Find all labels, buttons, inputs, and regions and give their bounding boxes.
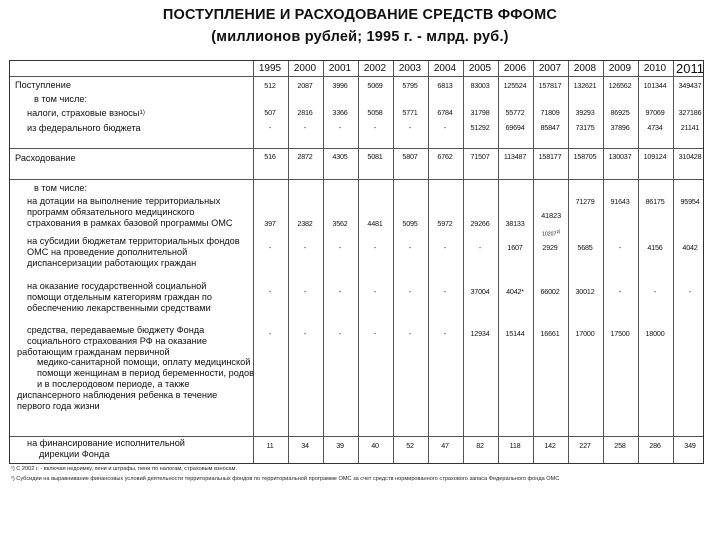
value-social-2005: 37004 (470, 287, 490, 296)
value-taxes-2007: 71809 (540, 108, 560, 117)
value-dispensary-2009: - (618, 243, 622, 252)
value-social-2000: - (303, 287, 307, 296)
value-taxes-2001: 3366 (332, 108, 348, 117)
value-subsidies-2008: 71279 (575, 197, 595, 206)
value-expense-2005: 71507 (470, 152, 490, 161)
value-income-2009: 126562 (608, 81, 632, 90)
value-income-2010: 101344 (643, 81, 667, 90)
year-header-cell: 2005 (468, 63, 492, 74)
value-dispensary-2011: 4042 (682, 243, 698, 252)
value-directorate-2003: 52 (406, 441, 414, 450)
row-label-directorate: на финансирование исполнительной дирекции Фонда (27, 438, 185, 459)
value-taxes-2009: 86925 (610, 108, 630, 117)
value-social-2007: 66002 (540, 287, 560, 296)
value-expense-2000: 2872 (297, 152, 313, 161)
value-income-2003: 5795 (402, 81, 418, 90)
value-dispensary-2003: - (408, 243, 412, 252)
footnote-1: ¹) С 2002 г. - включая недоимку, пени и штрафы, пени по налогам, страховым взносам. (11, 466, 238, 472)
value-federal-2003: - (408, 123, 412, 132)
value-federal-1995: - (268, 123, 272, 132)
value-subsidies-2003: 5095 (402, 219, 418, 228)
year-header-cell: 2008 (573, 63, 597, 74)
year-header-cell: 2000 (293, 63, 317, 74)
value-federal-2004: - (443, 123, 447, 132)
subsidies-2007-value: 41823 (541, 211, 561, 220)
column-divider (288, 61, 289, 463)
value-taxes-2005: 31798 (470, 108, 490, 117)
column-divider (533, 61, 534, 463)
value-expense-1995: 516 (264, 152, 276, 161)
value-directorate-2008: 227 (579, 441, 591, 450)
row-divider (10, 76, 703, 77)
value-taxes-2003: 5771 (402, 108, 418, 117)
value-dispensary-2002: - (373, 243, 377, 252)
row-label-social: на оказание государственной социальной помощи отдельным категориям граждан по обеспечению лекарственными средствами (27, 281, 213, 313)
value-federal-2006: 69694 (505, 123, 525, 132)
value-directorate-2010: 286 (649, 441, 661, 450)
column-divider (463, 61, 464, 463)
value-income-2001: 3996 (332, 81, 348, 90)
value-taxes-2006: 55772 (505, 108, 525, 117)
value-fss-2008: 17000 (575, 329, 595, 338)
value-taxes-1995: 507 (264, 108, 276, 117)
value-dispensary-2001: - (338, 243, 342, 252)
value-expense-2008: 158705 (573, 152, 597, 161)
value-income-2002: 5069 (367, 81, 383, 90)
value-social-2002: - (373, 287, 377, 296)
value-social-2011: - (688, 287, 692, 296)
year-header-cell: 2003 (398, 63, 422, 74)
value-social-2006: 4042* (506, 287, 524, 296)
value-federal-2001: - (338, 123, 342, 132)
value-subsidies-2002: 4481 (367, 219, 383, 228)
value-fss-2007: 16661 (540, 329, 560, 338)
value-directorate-2000: 34 (301, 441, 309, 450)
row-label-subsidies: на дотации на выполнение территориальных программ обязательного медицинского страхования в рамках базовой программы ОМС (27, 196, 233, 228)
row-label-expense-incl: в том числе: (34, 183, 88, 193)
value-dispensary-2010: 4156 (647, 243, 663, 252)
value-expense-2003: 5807 (402, 152, 418, 161)
value-directorate-2011: 349 (684, 441, 696, 450)
value-taxes-2010: 97069 (645, 108, 665, 117)
value-directorate-1995: 11 (266, 441, 274, 450)
year-header-cell: 2001 (328, 63, 352, 74)
value-expense-2011: 310428 (678, 152, 702, 161)
value-directorate-2001: 39 (336, 441, 344, 450)
value-directorate-2005: 82 (476, 441, 484, 450)
value-social-1995: - (268, 287, 272, 296)
value-taxes-2011: 327186 (678, 108, 702, 117)
value-subsidies-2011: 95954 (680, 197, 700, 206)
value-fss-2002: - (373, 329, 377, 338)
finance-table (9, 60, 704, 464)
value-expense-2006: 113487 (503, 152, 527, 161)
year-header-cell: 2004 (433, 63, 457, 74)
value-expense-2009: 130037 (608, 152, 632, 161)
value-directorate-2007: 142 (544, 441, 556, 450)
value-dispensary-2006: 1607 (507, 243, 523, 252)
value-dispensary-2004: - (443, 243, 447, 252)
column-divider (393, 61, 394, 463)
value-fss-1995: - (268, 329, 272, 338)
value-subsidies-2009: 91643 (610, 197, 630, 206)
year-header-cell: 2006 (503, 63, 527, 74)
value-subsidies-2004: 5972 (437, 219, 453, 228)
row-label-taxes: налоги, страховые взносы$^{1)}$ (27, 108, 145, 118)
page-subtitle: (миллионов рублей; 1995 г. - млрд. руб.) (211, 29, 509, 45)
value-income-2007: 157817 (538, 81, 562, 90)
value-fss-2000: - (303, 329, 307, 338)
row-label-federal: из федерального бюджета (27, 123, 141, 133)
value-dispensary-2000: - (303, 243, 307, 252)
value-income-2005: 83003 (470, 81, 490, 90)
value-expense-2002: 5081 (367, 152, 383, 161)
value-subsidies-2005: 29266 (470, 219, 490, 228)
row-label-dispensary: на субсидии бюджетам территориальных фондов ОМС на проведение дополнительной диспансеризации работающих граждан (27, 236, 240, 268)
value-directorate-2002: 40 (371, 441, 379, 450)
column-divider (428, 61, 429, 463)
value-taxes-2004: 6784 (437, 108, 453, 117)
value-subsidies-2006: 38133 (505, 219, 525, 228)
value-dispensary-2007: 2929 (542, 243, 558, 252)
value-income-2008: 132621 (573, 81, 597, 90)
value-federal-2007: 85847 (540, 123, 560, 132)
value-fss-2001: - (338, 329, 342, 338)
value-fss-2009: 17500 (610, 329, 630, 338)
value-income-2006: 125524 (503, 81, 527, 90)
value-social-2009: - (618, 287, 622, 296)
value-federal-2005: 51292 (470, 123, 490, 132)
value-subsidies-2000: 2382 (297, 219, 313, 228)
year-header-cell: 2011 (676, 61, 704, 76)
value-social-2001: - (338, 287, 342, 296)
value-federal-2011: 21141 (680, 123, 700, 132)
row-divider (10, 436, 703, 437)
value-social-2008: 30012 (575, 287, 595, 296)
year-header-cell: 2009 (608, 63, 632, 74)
row-divider (10, 179, 703, 180)
value-income-2011: 349437 (678, 81, 702, 90)
value-subsidies-2001: 3562 (332, 219, 348, 228)
value-taxes-2002: 5058 (367, 108, 383, 117)
value-federal-2000: - (303, 123, 307, 132)
value-social-2010: - (653, 287, 657, 296)
column-divider (638, 61, 639, 463)
year-header-cell: 2007 (538, 63, 562, 74)
row-label-fss: средства, передаваемые бюджету Фонда социального страхования РФ на оказание работающим гражданам первичной медико-санитарной помощи, оплату медицинской помощи женщинам в период беременности, родов и в послеродовом периоде, а также диспансерного наблюдения ребенка в течение первого года жизни (17, 325, 254, 411)
value-income-2004: 6813 (437, 81, 453, 90)
value-expense-2010: 109124 (643, 152, 667, 161)
value-fss-2006: 15144 (505, 329, 525, 338)
value-dispensary-1995: - (268, 243, 272, 252)
column-divider (603, 61, 604, 463)
value-directorate-2004: 47 (441, 441, 449, 450)
value-subsidies-1995: 397 (264, 219, 276, 228)
value-directorate-2009: 258 (614, 441, 626, 450)
subsidies-2007-note: 10207$^{2)}$ (542, 229, 561, 238)
value-taxes-2008: 39293 (575, 108, 595, 117)
value-subsidies-2010: 86175 (645, 197, 665, 206)
value-income-1995: 512 (264, 81, 276, 90)
value-expense-2007: 158177 (538, 152, 562, 161)
value-fss-2005: 12934 (470, 329, 490, 338)
value-income-2000: 2087 (297, 81, 313, 90)
value-fss-2003: - (408, 329, 412, 338)
value-dispensary-2008: 5685 (577, 243, 593, 252)
column-divider (568, 61, 569, 463)
row-label-expense: Расходование (15, 153, 76, 163)
column-divider (323, 61, 324, 463)
value-federal-2010: 4734 (647, 123, 663, 132)
row-label-income-incl: в том числе: (34, 94, 88, 104)
year-header-cell: 2010 (643, 63, 667, 74)
value-federal-2002: - (373, 123, 377, 132)
value-expense-2004: 6762 (437, 152, 453, 161)
row-divider (10, 148, 703, 149)
column-divider (498, 61, 499, 463)
value-taxes-2000: 2816 (297, 108, 313, 117)
row-label-income: Поступление (15, 80, 71, 90)
value-social-2003: - (408, 287, 412, 296)
column-divider (358, 61, 359, 463)
value-fss-2010: 18000 (645, 329, 665, 338)
year-header-cell: 1995 (258, 63, 282, 74)
value-directorate-2006: 118 (509, 441, 521, 450)
footnote-2: ²) Субсидии на выравнивание финансовых условий деятельности территориальных фондов по территориальной программе ОМС за счет средств нормированного страхового запаса Федерального фонда ОМС (11, 476, 560, 482)
value-social-2004: - (443, 287, 447, 296)
value-dispensary-2005: - (478, 243, 482, 252)
value-fss-2004: - (443, 329, 447, 338)
year-header-cell: 2002 (363, 63, 387, 74)
page-title: ПОСТУПЛЕНИЕ И РАСХОДОВАНИЕ СРЕДСТВ ФФОМС (162, 7, 558, 23)
value-federal-2008: 73175 (575, 123, 595, 132)
column-divider (673, 61, 674, 463)
value-federal-2009: 37896 (610, 123, 630, 132)
value-expense-2001: 4305 (332, 152, 348, 161)
